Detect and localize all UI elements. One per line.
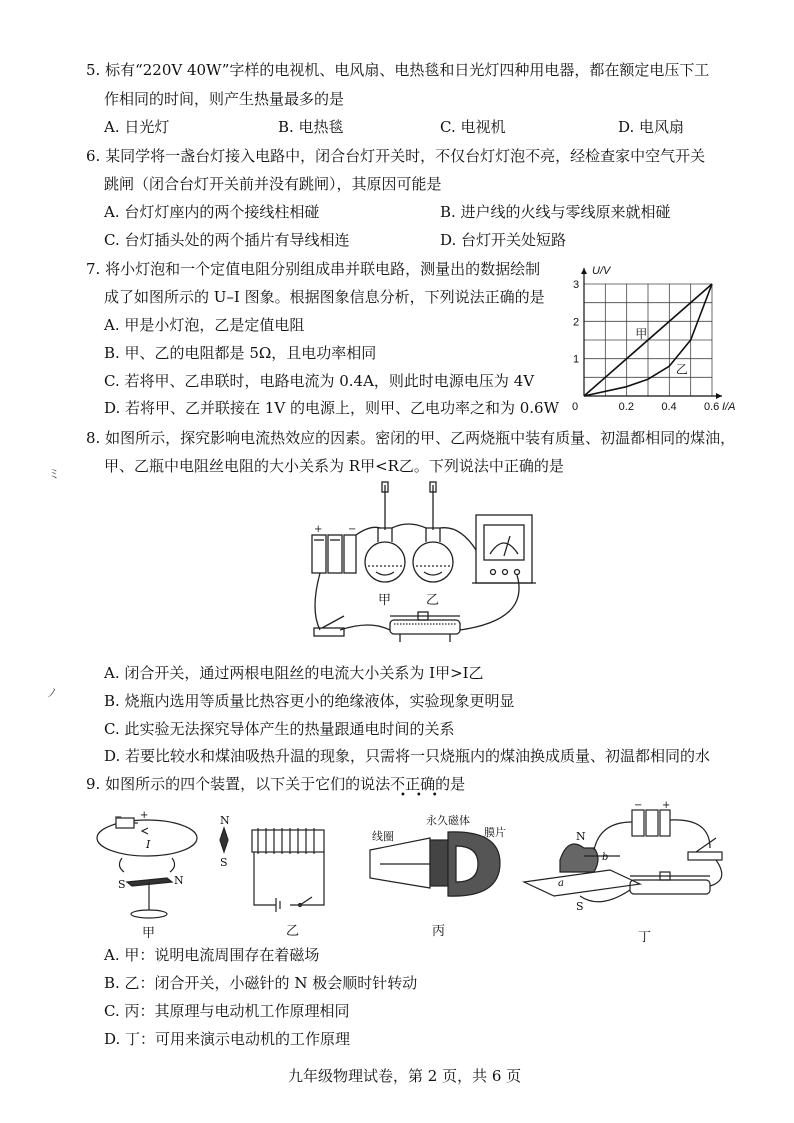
label-s: S <box>220 856 228 869</box>
fig-label-yi: 乙 <box>426 593 440 608</box>
y-tick-label: 3 <box>573 279 580 291</box>
q7-option-d: D. 若将甲、乙并联接在 1V 的电源上，则甲、乙电功率之和为 0.6W <box>104 399 559 417</box>
q8-stem-line1: 8. 如图所示，探究影响电流热效应的因素。密闭的甲、乙两烧瓶中装有质量、初温都相同的煤油， <box>86 429 736 447</box>
y-axis-label: U/V <box>592 265 611 277</box>
x-axis-arrow <box>716 393 722 399</box>
svg-text:−: − <box>634 800 643 811</box>
q8-option-d: D. 若要比较水和煤油吸热升温的现象，只需将一只烧瓶内的煤油换成质量、初温都相同的水 <box>104 747 711 765</box>
q9-figure-ding <box>520 800 740 930</box>
series-label-jia: 甲 <box>635 327 648 342</box>
q6-option-c: C. 台灯插头处的两个插片有导线相连 <box>104 231 350 249</box>
q5-stem-line1: 5. 标有“220V 40W”字样的电视机、电风扇、电热毯和日光灯四种用电器，都在额定电压下工 <box>86 61 710 79</box>
ammeter-icon <box>472 515 536 583</box>
svg-text:+: + <box>140 810 149 821</box>
q8-option-b: B. 烧瓶内选用等质量比热容更小的绝缘液体，实验现象更明显 <box>104 692 515 710</box>
q8-option-c: C. 此实验无法探究导体产生的热量跟通电时间的关系 <box>104 720 455 738</box>
q5-option-d: D. 电风扇 <box>618 118 685 136</box>
label-s: S <box>576 900 584 913</box>
x-axis-label: I/A <box>722 401 736 413</box>
flask-yi-icon <box>413 482 453 582</box>
label-s: S <box>118 878 126 891</box>
switch-icon <box>688 838 722 860</box>
caption-ding: 丁 <box>638 930 652 945</box>
q7-option-c: C. 若将甲、乙串联时，电路电流为 0.4A，则此时电源电压为 4V <box>104 372 535 390</box>
label-magnet: 永久磁体 <box>426 814 470 827</box>
svg-text:+: + <box>662 800 671 811</box>
q6-option-b: B. 进户线的火线与零线原来就相碰 <box>440 203 671 221</box>
q9-option-a: A. 甲：说明电流周围存在着磁场 <box>104 946 320 964</box>
q9-option-d: D. 丁：可用来演示电动机的工作原理 <box>104 1030 351 1048</box>
q5-option-a: A. 日光灯 <box>104 118 170 136</box>
q5-option-b: B. 电热毯 <box>278 118 344 136</box>
battery-icon <box>632 810 670 836</box>
label-coil: 线圈 <box>372 830 394 843</box>
fig-label-jia: 甲 <box>378 593 392 608</box>
flask-jia-icon <box>365 482 405 582</box>
y-axis-arrow <box>581 268 587 274</box>
ui-graph <box>570 252 736 417</box>
caption-yi: 乙 <box>286 924 300 939</box>
svg-text:−: − <box>348 524 357 535</box>
page-footer: 九年级物理试卷，第 2 页，共 6 页 <box>288 1067 522 1085</box>
series-label-yi: 乙 <box>675 362 688 377</box>
q8-option-a: A. 闭合开关，通过两根电阻丝的电流大小关系为 I甲>I乙 <box>104 664 484 682</box>
margin-mark: ミ <box>48 467 61 481</box>
emphasis-dots: ••• <box>400 790 448 801</box>
q9-figure-yi <box>216 810 336 920</box>
q7-stem-line1: 7. 将小灯泡和一个定值电阻分别组成串并联电路，测量出的数据绘制 <box>86 260 541 278</box>
label-b: b <box>602 852 609 863</box>
y-tick-label: 1 <box>573 353 580 366</box>
q8-apparatus-figure <box>300 480 550 655</box>
q9-figure-bing <box>360 810 510 920</box>
svg-text:−: − <box>114 812 123 823</box>
x-tick-label: 0.6 <box>704 401 720 413</box>
x-tick-label: 0 <box>572 401 579 413</box>
q9-stem-line1: 9. 如图所示的四个装置，以下关于它们的说法不正确的是 <box>86 775 466 793</box>
label-n: N <box>576 830 586 843</box>
q7-option-b: B. 甲、乙的电阻都是 5Ω，且电功率相同 <box>104 344 377 362</box>
q5-option-c: C. 电视机 <box>440 118 506 136</box>
label-n: N <box>174 874 184 887</box>
label-membrane: 膜片 <box>484 826 506 839</box>
y-tick-label: 2 <box>573 316 580 329</box>
label-current: I <box>146 838 151 851</box>
q9-option-b: B. 乙：闭合开关，小磁针的 N 极会顺时针转动 <box>104 974 418 992</box>
q9-option-c: C. 丙：其原理与电动机工作原理相同 <box>104 1002 350 1020</box>
q7-stem-line2: 成了如图所示的 U–I 图象。根据图象信息分析，下列说法正确的是 <box>104 288 545 306</box>
caption-bing: 丙 <box>432 924 446 939</box>
x-tick-label: 0.2 <box>618 401 634 413</box>
x-tick-label: 0.4 <box>661 401 677 413</box>
q5-stem-line2: 作相同的时间，则产生热量最多的是 <box>104 90 345 108</box>
q6-stem-line2: 跳闸（闭合台灯开关前并没有跳闸），其原因可能是 <box>104 175 442 193</box>
label-n: N <box>220 814 230 827</box>
caption-jia: 甲 <box>142 926 156 941</box>
svg-text:+: + <box>314 524 323 535</box>
q6-stem-line1: 6. 某同学将一盏台灯接入电路中，闭合台灯开关时，不仅台灯灯泡不亮，经检查家中空气开关 <box>86 147 706 165</box>
rheostat-icon <box>630 872 710 894</box>
q7-option-a: A. 甲是小灯泡，乙是定值电阻 <box>104 316 305 334</box>
q8-stem-line2: 甲、乙瓶中电阻丝电阻的大小关系为 R甲<R乙。下列说法中正确的是 <box>104 457 564 475</box>
q6-option-d: D. 台灯开关处短路 <box>440 231 567 249</box>
label-a: a <box>558 878 564 889</box>
q6-option-a: A. 台灯灯座内的两个接线柱相碰 <box>104 203 320 221</box>
battery-icon <box>312 535 356 573</box>
q9-figure-jia <box>92 810 202 930</box>
margin-mark: ノ <box>46 686 59 700</box>
rheostat-icon <box>390 612 460 642</box>
